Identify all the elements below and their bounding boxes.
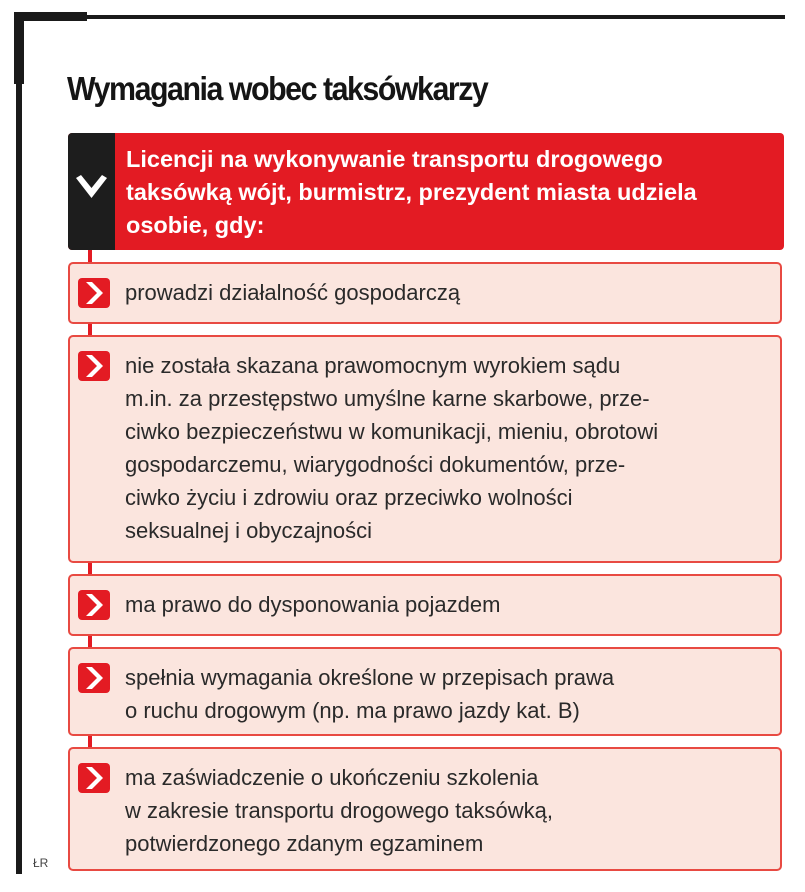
list-item [68,262,782,324]
infographic-title: Wymagania wobec taksówkarzy [67,70,488,107]
header-text: Licencji na wykonywanie transportu drogowego taksówką wójt, burmistrz, prezydent miasta udziela osobie, gdy: [126,146,697,238]
chevron-right-icon [78,663,110,693]
list-item [68,574,782,636]
chevron-right-icon [78,763,110,793]
item-text: ma prawo do dysponowania pojazdem [125,592,501,617]
frame-top-rule [14,15,785,19]
chevron-right-icon [78,590,110,620]
item-text: spełnia wymagania określone w przepisach prawa o ruchu drogowym (np. ma prawo jazdy kat. B) [125,665,615,723]
header-tab [68,133,115,250]
chevron-right-icon [78,351,110,381]
list-item [68,647,782,736]
list-item [68,335,782,563]
header-box [68,133,784,250]
chevron-right-icon [78,278,110,308]
frame-left-rule [16,12,22,874]
list-item [68,747,782,871]
frame-corner-top [14,12,87,21]
item-text: prowadzi działalność gospodarczą [125,280,461,305]
author-credit: ŁR [33,856,49,870]
item-text: nie została skazana prawomocnym wyrokiem sądu m.in. za przestępstwo umyślne karne skarbowe, prze- ciwko bezpieczeństwu w komunikacji, mieniu, obrotowi gospodarczemu, wiarygodności dokumentów, prze- ciwko życiu i zdrowiu oraz przeciwko wolności seksualnej i obyczajności [125,353,659,543]
chevron-down-icon [76,175,107,199]
frame-corner-left [14,12,24,84]
item-text: ma zaświadczenie o ukończeniu szkolenia w zakresie transportu drogowego taksówką, potwierdzonego zdanym egzaminem [125,765,553,856]
